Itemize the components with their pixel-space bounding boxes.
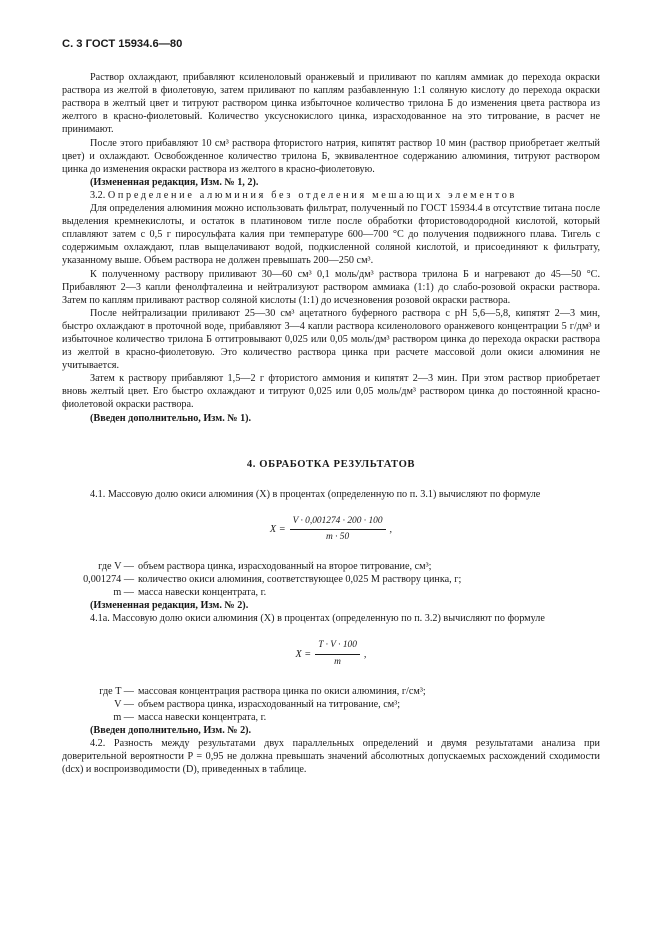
formula-fraction [315, 639, 360, 668]
formula-tail: , [389, 523, 393, 535]
legend-row [62, 685, 600, 698]
paragraph: К полученному раствору приливают 30—60 см³ 0,1 моль/дм³ раствора трилона Б и нагревают до 45—50 °С. Прибавляют 2—3 капли фенолфталеина и нейтрализуют раствором аммиака (1:1) до слабо-розовой окраски раствора. Затем по каплям приливают раствор соляной кислоты (1:1) до исчезновения розовой окраски раствора. [62, 268, 600, 306]
legend-2 [62, 685, 600, 724]
legend-text: количество окиси алюминия, соответствующее 0,025 М раствору цинка, г; [138, 574, 462, 586]
formula-tail: , [363, 648, 367, 660]
legend-symbol: m — [113, 711, 134, 723]
section-title: 4. ОБРАБОТКА РЕЗУЛЬТАТОВ [246, 458, 416, 470]
legend-text: масса навески концентрата, г. [138, 587, 267, 599]
legend-text: массовая концентрация раствора цинка по окиси алюминия, г/см³; [138, 685, 426, 697]
formula-fraction [290, 515, 386, 544]
formula-lhs: X = [295, 648, 312, 660]
formula-denominator: m [334, 656, 341, 667]
paragraph: Для определения алюминия можно использовать фильтрат, полученный по ГОСТ 15934.4 в отсутствие титана после выделения кремнекислоты, и остаток в платиновом тигле после обработки фтористоводородной кислотой, который сплавляют затем с 0,5 г пиросульфата калия при температуре 600—700 °С до получения подвижного плава. Тигель с содержимым охлаждают, плав выщелачивают водой, подкисленной соляной кислотой, и присоединяют к фильтрату, указанному выше. Объем раствора не должен превышать 200—250 см³. [62, 203, 600, 267]
edit-note: (Введен дополнительно, Изм. № 2). [90, 724, 252, 736]
paragraph: 4.1а. Массовую долю окиси алюминия (X) в процентах (определенную по п. 3.2) вычисляют по формуле [90, 613, 545, 625]
formula-denominator: m · 50 [325, 531, 350, 542]
page-header: С. 3 ГОСТ 15934.6—80 [62, 38, 183, 50]
edit-note: (Измененная редакция, Изм. № 2). [90, 600, 249, 612]
legend-row [62, 586, 600, 599]
paragraph: 4.1. Массовую долю окиси алюминия (X) в процентах (определенную по п. 3.1) вычисляют по формуле [90, 488, 541, 500]
formula-2 [62, 639, 600, 668]
document-page [62, 38, 600, 776]
formula-numerator: V · 0,001274 · 200 · 100 [290, 515, 386, 530]
edit-note: (Измененная редакция, Изм. № 1, 2). [90, 176, 259, 188]
legend-1 [62, 560, 600, 599]
paragraph: После этого прибавляют 10 см³ раствора фтористого натрия, кипятят раствор 10 мин (раствор приобретает желтый цвет) и охлаждают. Освобожденное количество трилона Б, эквивалентное содержанию алюминия, титруют раствором цинка до изменения окраски раствора из желтого в красно-фиолетовую. [62, 137, 600, 175]
legend-symbol: V — [114, 698, 134, 710]
formula-lhs: X = [269, 523, 286, 535]
clause-title: Определение алюминия без отделения мешающих элементов [107, 189, 518, 201]
legend-symbol: где V — [98, 561, 134, 572]
formula-1 [62, 515, 600, 544]
legend-symbol: 0,001274 — [83, 574, 134, 586]
legend-symbol: где T — [99, 685, 134, 697]
legend-symbol: m — [113, 587, 134, 599]
clause-heading [62, 189, 600, 202]
legend-row [62, 560, 600, 573]
paragraph: Затем к раствору прибавляют 1,5—2 г фтористого аммония и кипятят 2—3 мин. При этом раствор приобретает вновь желтый цвет. Его быстро охлаждают и титруют 0,025 или 0,05 моль/дм³ раствором цинка до постоянной красно-фиолетовой окраски раствора. [62, 373, 600, 411]
legend-text: масса навески концентрата, г. [138, 711, 267, 723]
legend-row [62, 698, 600, 711]
legend-row [62, 711, 600, 724]
legend-row [62, 573, 600, 586]
paragraph: Раствор охлаждают, прибавляют ксиленоловый оранжевый и приливают по каплям аммиак до перехода окраски раствора из желтой в фиолетовую, затем приливают по каплям разбавленную 1:1 соляную кислоту до перехода окраски раствора в желтый цвет и титруют раствором цинка избыточное количество трилона Б до изменения цвета раствора из желтого в красно-фиолетовый. Количество уксуснокислого цинка, израсходованное на это титрование, в расчет не принимают. [62, 72, 600, 136]
legend-text: объем раствора цинка, израсходованный на второе титрование, см³; [138, 561, 432, 572]
formula-numerator: T · V · 100 [315, 639, 360, 654]
paragraph: 4.2. Разность между результатами двух параллельных определений и двумя результатами анализа при доверительной вероятности P = 0,95 не должна превышать значений абсолютных допускаемых расхождений сходимости (dсх) и воспроизводимости (D), приведенных в таблице. [62, 738, 600, 776]
legend-text: объем раствора цинка, израсходованный на титрование, см³; [138, 698, 401, 710]
edit-note: (Введен дополнительно, Изм. № 1). [90, 412, 252, 424]
clause-number: 3.2. [90, 189, 106, 201]
paragraph: После нейтрализации приливают 25—30 см³ ацетатного буферного раствора с рН 5,6—5,8, кипятят 2—3 мин, быстро охлаждают в проточной воде, прибавляют 3—4 капли раствора ксиленолового оранжевого концентрации 5 г/дм³ и избыточное количество трилона Б оттитровывают 0,025 или 0,05 моль/дм³ раствором цинка до перехода окраски раствора из желтой в красно-фиолетовую. Это количество раствора цинка при расчете массовой доли окиси алюминия не учитывается. [62, 307, 600, 372]
